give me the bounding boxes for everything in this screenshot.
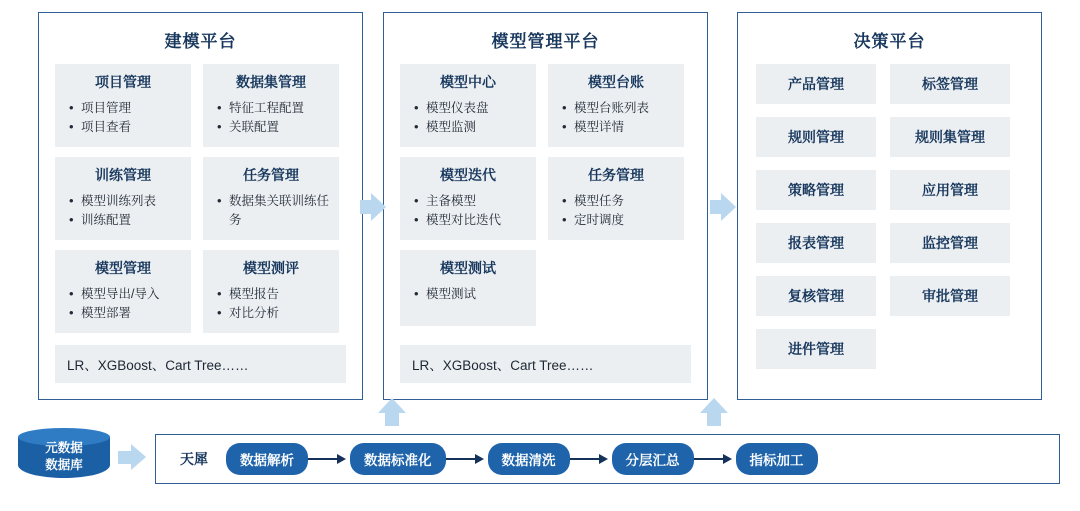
panel-modeling-platform [38, 12, 363, 400]
decision-box-grid [738, 64, 1041, 369]
arrow-modeling-to-model-mgmt-icon [360, 193, 386, 221]
list-item[interactable]: • 模型报告 [229, 285, 329, 304]
arrow-pipeline-to-model-mgmt-icon [378, 398, 406, 428]
card-item-list [65, 285, 181, 323]
card-item-list [558, 99, 674, 137]
decision-box-report-management[interactable]: 报表管理 [756, 223, 876, 263]
metadata-database-line1: 元数据 [45, 441, 83, 455]
pipeline-stage-data-parsing[interactable]: 数据解析 [226, 443, 308, 475]
model-mgmt-card-grid [384, 64, 707, 326]
metadata-database-cylinder [18, 428, 110, 486]
card-model-evaluation[interactable] [203, 250, 339, 333]
metadata-database-line2: 数据库 [45, 458, 83, 472]
arrow-model-mgmt-to-decision-icon [710, 193, 736, 221]
pipeline-arrow-icon [570, 454, 612, 465]
list-item[interactable]: • 模型对比迭代 [426, 211, 526, 230]
list-item[interactable]: • 模型台账列表 [574, 99, 674, 118]
list-item[interactable]: • 模型任务 [574, 192, 674, 211]
panel-decision-platform [737, 12, 1042, 400]
decision-box-rule-set-management[interactable]: 规则集管理 [890, 117, 1010, 157]
decision-box-product-management[interactable]: 产品管理 [756, 64, 876, 104]
panel-modeling-title: 建模平台 [164, 32, 237, 51]
decision-box-application-management[interactable]: 应用管理 [890, 170, 1010, 210]
list-item[interactable]: • 项目管理 [81, 99, 181, 118]
card-item-list [65, 99, 181, 137]
card-model-iteration[interactable] [400, 157, 536, 240]
card-title: 模型迭代 [440, 167, 496, 183]
modeling-card-grid [39, 64, 362, 333]
list-item[interactable]: • 项目查看 [81, 118, 181, 137]
card-dataset-management[interactable] [203, 64, 339, 147]
list-item[interactable]: • 模型监测 [426, 118, 526, 137]
card-training-management[interactable] [55, 157, 191, 240]
list-item[interactable]: • 模型仪表盘 [426, 99, 526, 118]
card-item-list [213, 285, 329, 323]
card-item-list [213, 99, 329, 137]
card-item-list [410, 99, 526, 137]
pipeline-arrow-icon [694, 454, 736, 465]
card-item-list [65, 192, 181, 230]
card-item-list [410, 192, 526, 230]
card-item-list [213, 192, 329, 230]
card-model-management[interactable] [55, 250, 191, 333]
pipeline-arrow-icon [446, 454, 488, 465]
pipeline-arrow-icon [308, 454, 350, 465]
list-item[interactable]: • 模型训练列表 [81, 192, 181, 211]
panel-model-management-platform [383, 12, 708, 400]
list-item[interactable]: • 训练配置 [81, 211, 181, 230]
card-model-center[interactable] [400, 64, 536, 147]
decision-box-label-management[interactable]: 标签管理 [890, 64, 1010, 104]
card-project-management[interactable] [55, 64, 191, 147]
decision-box-review-management[interactable]: 复核管理 [756, 276, 876, 316]
card-title: 模型测评 [243, 260, 299, 276]
metadata-database-label [18, 440, 110, 474]
card-title: 模型中心 [440, 74, 496, 90]
decision-box-monitoring-management[interactable]: 监控管理 [890, 223, 1010, 263]
card-task-management[interactable] [203, 157, 339, 240]
card-model-ledger[interactable] [548, 64, 684, 147]
list-item[interactable]: • 模型部署 [81, 304, 181, 323]
card-title: 任务管理 [243, 167, 299, 183]
card-title: 任务管理 [588, 167, 644, 183]
panel-decision-title: 决策平台 [853, 32, 926, 51]
list-item[interactable]: • 数据集关联训练任务 [229, 192, 329, 230]
pipeline-stage-data-standardization[interactable]: 数据标准化 [350, 443, 446, 475]
card-title: 项目管理 [95, 74, 151, 90]
list-item[interactable]: • 主备模型 [426, 192, 526, 211]
card-title: 模型测试 [440, 260, 496, 276]
card-title: 训练管理 [95, 167, 151, 183]
list-item[interactable]: • 特征工程配置 [229, 99, 329, 118]
list-item[interactable]: • 模型导出/导入 [81, 285, 181, 304]
list-item[interactable]: • 关联配置 [229, 118, 329, 137]
card-title: 模型台账 [588, 74, 644, 90]
card-item-list [558, 192, 674, 230]
card-title: 模型管理 [95, 260, 151, 276]
arrow-pipeline-to-decision-icon [700, 398, 728, 428]
card-task-management[interactable] [548, 157, 684, 240]
modeling-algorithms-footer: LR、XGBoost、Cart Tree…… [55, 345, 346, 383]
card-item-list [410, 285, 526, 304]
list-item[interactable]: • 定时调度 [574, 211, 674, 230]
pipeline-stage-metric-processing[interactable]: 指标加工 [736, 443, 818, 475]
list-item[interactable]: • 模型测试 [426, 285, 526, 304]
card-title: 数据集管理 [236, 74, 306, 90]
data-pipeline-bar [155, 434, 1060, 484]
panel-model-mgmt-title: 模型管理平台 [491, 32, 600, 51]
list-item[interactable]: • 对比分析 [229, 304, 329, 323]
pipeline-stage-data-cleaning[interactable]: 数据清洗 [488, 443, 570, 475]
decision-box-approval-management[interactable]: 审批管理 [890, 276, 1010, 316]
list-item[interactable]: • 模型详情 [574, 118, 674, 137]
card-model-test[interactable] [400, 250, 536, 326]
arrow-database-to-pipeline-icon [118, 445, 148, 471]
decision-box-strategy-management[interactable]: 策略管理 [756, 170, 876, 210]
pipeline-stage-layered-aggregation[interactable]: 分层汇总 [612, 443, 694, 475]
decision-box-rule-management[interactable]: 规则管理 [756, 117, 876, 157]
decision-box-intake-management[interactable]: 进件管理 [756, 329, 876, 369]
model-mgmt-algorithms-footer: LR、XGBoost、Cart Tree…… [400, 345, 691, 383]
pipeline-label-tianxi: 天犀 [180, 451, 208, 467]
